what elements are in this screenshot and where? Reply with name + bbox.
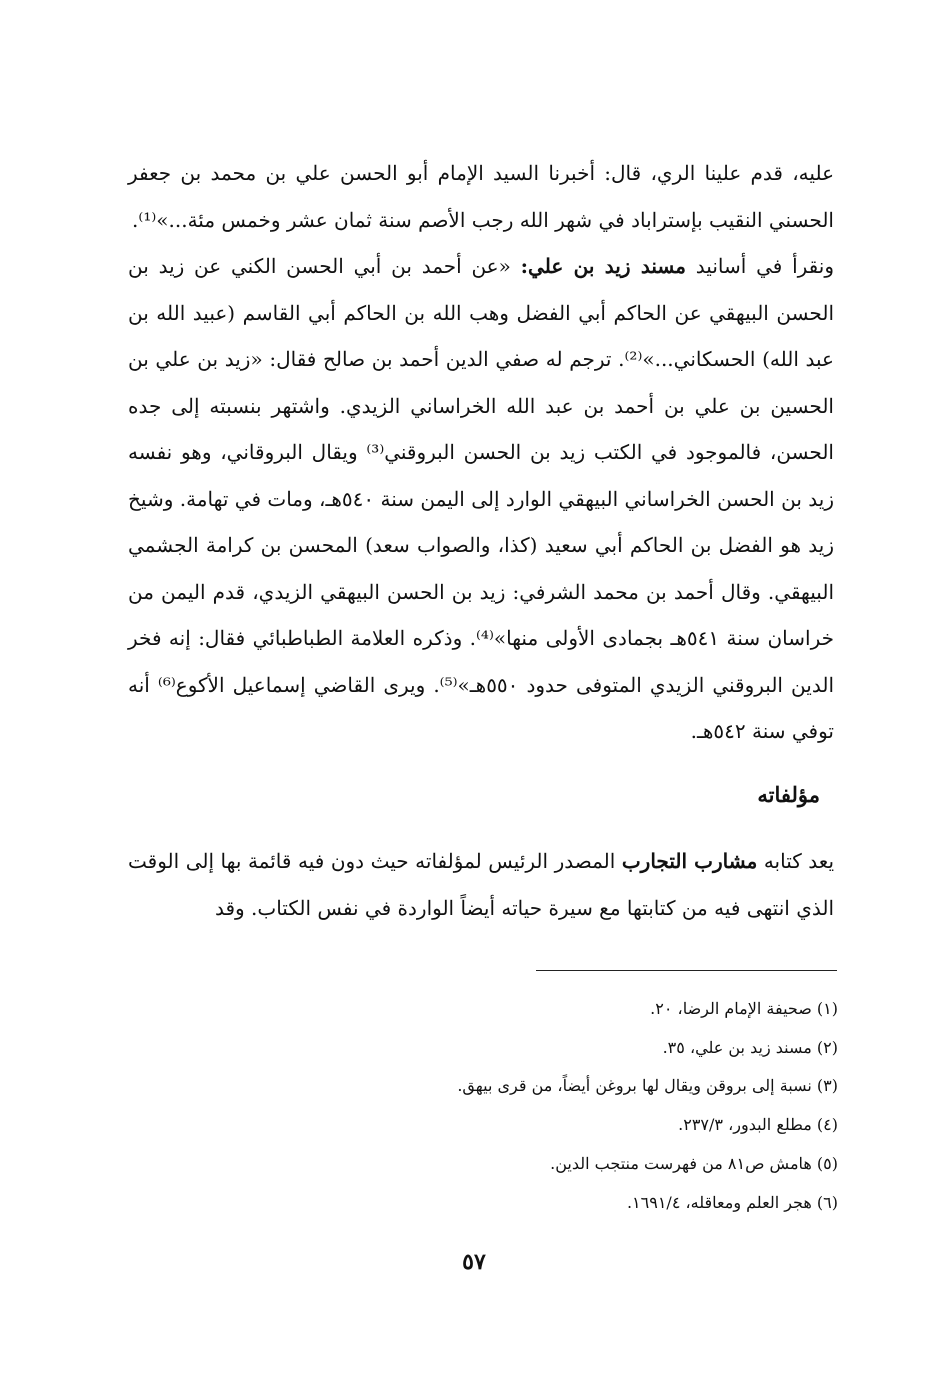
footnote-divider [536,970,837,971]
section-paragraph [128,838,834,931]
paragraph-1: عليه، قدم علينا الري، قال: أخبرنا السيد الإمام أبو الحسن علي بن محمد بن جعفر الحسني النقيب بإستراباد في شهر الله رجب الأصم سنة ثمان عشر وخمس مئة...»⁽¹⁾. [128,161,834,232]
main-text [128,150,834,755]
book-title-musnad: مسند زيد بن علي: [520,254,686,278]
book-title-masharib: مشارب التجارب [621,849,758,873]
paragraph-2-rest: «عن أحمد بن أبي الحسن الكني عن زيد بن الحسن البيهقي عن الحاكم أبي الفضل وهب الله بن الحاكم أبي القاسم (عبيد الله بن عبد الله) الحسكاني...»⁽²⁾. ترجم له صفي الدين أحمد بن صالح فقال: «زيد بن علي بن الحسين بن علي بن أحمد بن عبد الله الخراساني الزيدي. واشتهر بنسبته إلى جده الحسن، فالموجود في الكتب زيد بن الحسن البروقني⁽³⁾ ويقال البروقاني، وهو نفسه زيد بن الحسن الخراساني البيهقي الوارد إلى اليمن سنة ٥٤٠هـ، ومات في تهامة. وشيخ زيد هو الفضل بن الحاكم أبي سعيد (كذا، والصواب سعد) المحسن بن كرامة الجشمي البيهقي. وقال أحمد بن محمد الشرفي: زيد بن الحسن البيهقي الزيدي، قدم اليمن من خراسان سنة ٥٤١هـ بجمادى الأولى منها»⁽⁴⁾. وذكره العلامة الطباطبائي فقال: إنه فخر الدين البروقني الزيدي المتوفى حدود ٥٥٠هـ»⁽⁵⁾. ويرى القاضي إسماعيل الأكوع⁽⁶⁾ أنه توفي سنة ٥٤٢هـ. [128,254,834,743]
paragraph-2-intro: ونقرأ في أسانيد [695,254,835,278]
footnote-4: (٤) مطلع البدور، ٢٣٧/٣. [678,1115,838,1135]
footnotes-list [238,990,838,1222]
footnote-3: (٣) نسبة إلى بروقن ويقال لها بروغن أيضاً، من قرى بيهق. [457,1076,838,1096]
footnote-2: (٢) مسند زيد بن علي، ٣٥. [662,1037,838,1057]
section-rest: المصدر الرئيس لمؤلفاته حيث دون فيه قائمة بها إلى الوقت الذي انتهى فيه من كتابتها مع سيرة حياته أيضاً الواردة في نفس الكتاب. وقد [128,849,834,920]
page-number: ٥٧ [462,1249,486,1275]
section-intro: يعد كتابه [763,849,835,873]
footnote-6: (٦) هجر العلم ومعاقله، ١٦٩١/٤. [626,1192,838,1212]
footnote-5: (٥) هامش ص٨١ من فهرست منتجب الدين. [550,1153,838,1173]
paragraph-2 [128,243,834,755]
footnote-1: (١) صحيفة الإمام الرضا، ٢٠. [650,999,838,1018]
section-heading: مؤلفاته [757,782,820,807]
